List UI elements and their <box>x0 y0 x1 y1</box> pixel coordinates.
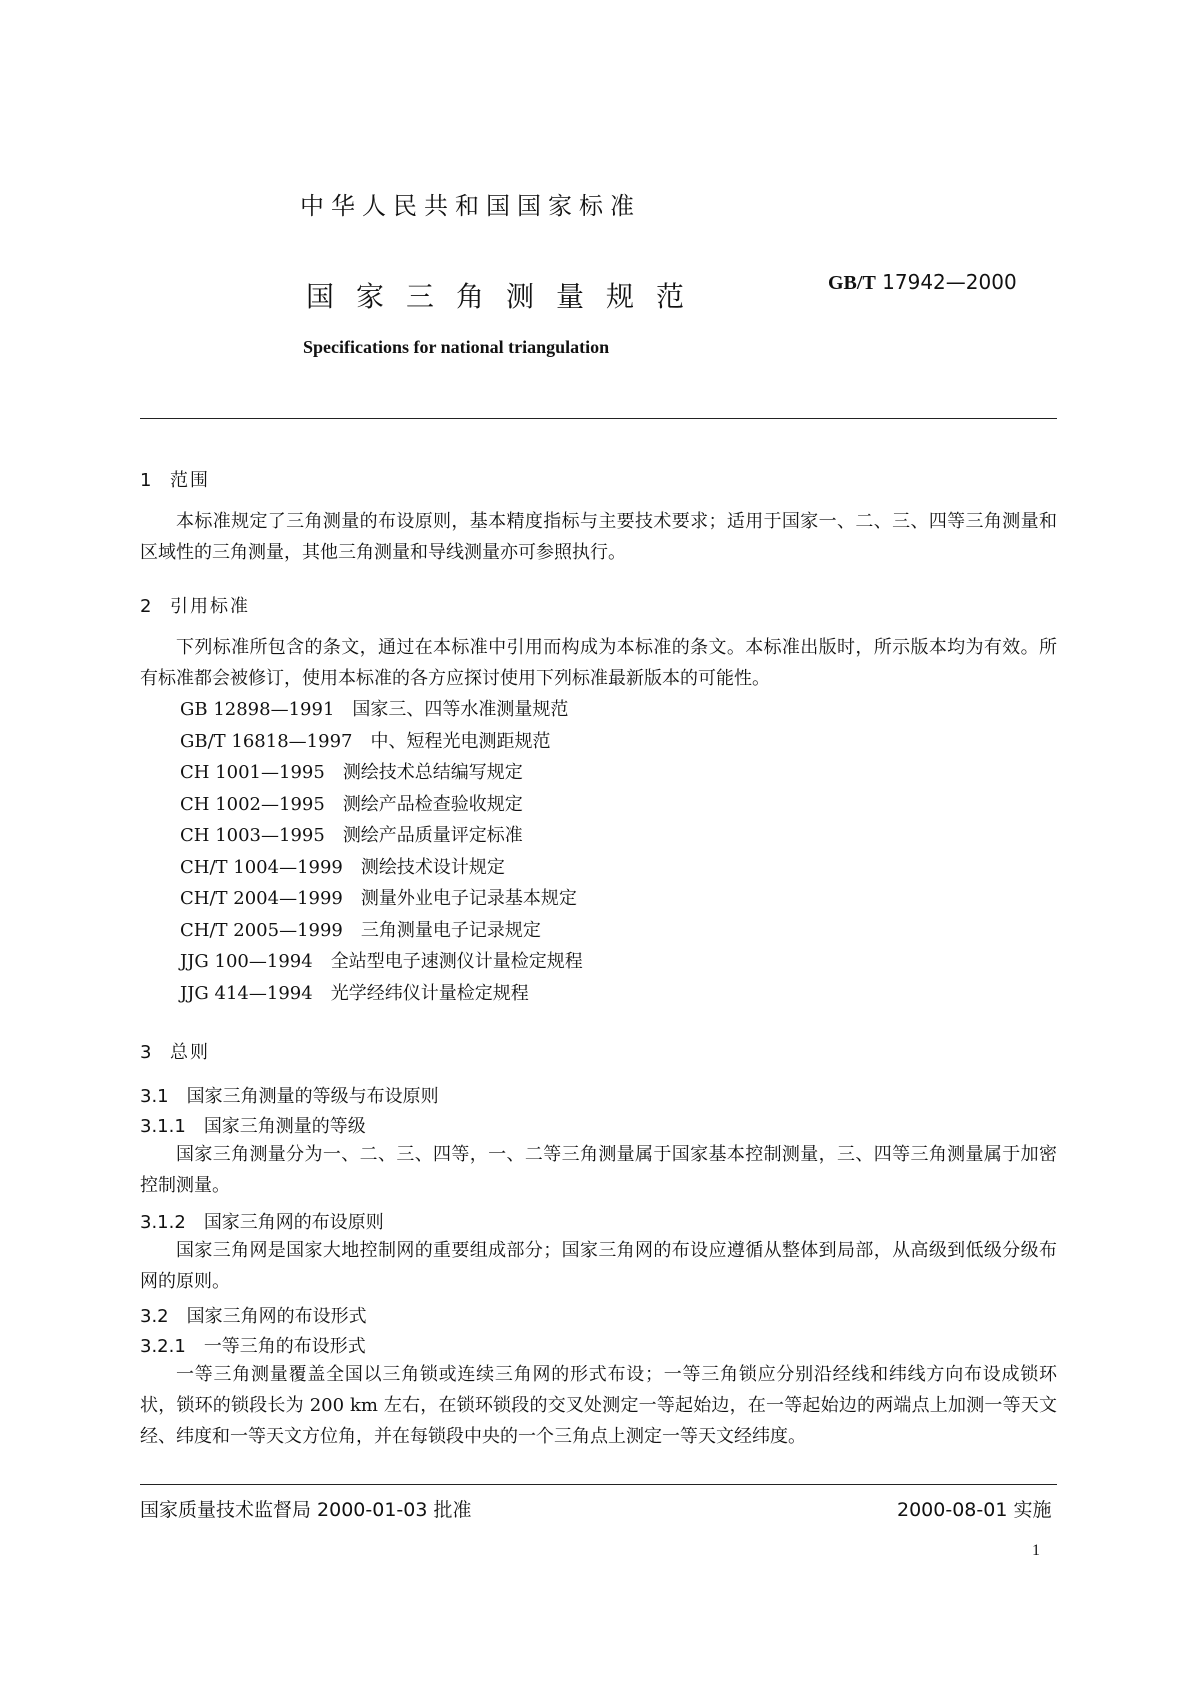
reference-code: JJG 414—1994 <box>180 982 313 1004</box>
standard-type-heading: 中华人民共和国国家标准 <box>300 192 641 220</box>
standard-code-prefix: GB/T <box>828 272 876 294</box>
section-title: 总则 <box>170 1042 210 1063</box>
subsection-title: 国家三角测量的等级 <box>203 1116 366 1137</box>
subsection-number: 3.2 <box>140 1306 169 1327</box>
section-1-heading <box>140 466 210 492</box>
reference-code: CH 1002—1995 <box>180 793 325 815</box>
subsection-title: 一等三角的布设形式 <box>203 1336 366 1357</box>
reference-item <box>180 946 583 978</box>
section-number: 3 <box>140 1042 152 1063</box>
reference-code: GB/T 16818—1997 <box>180 730 353 752</box>
subsection-title: 国家三角网的布设形式 <box>186 1306 367 1327</box>
reference-item <box>180 694 583 726</box>
subsection-title: 国家三角网的布设原则 <box>203 1212 384 1233</box>
section-2-heading <box>140 592 250 618</box>
subsection-number: 3.1 <box>140 1086 169 1107</box>
reference-item <box>180 915 583 947</box>
reference-item <box>180 757 583 789</box>
reference-item <box>180 852 583 884</box>
subsection-title: 国家三角测量的等级与布设原则 <box>186 1086 439 1107</box>
subsection-3-1-heading <box>140 1082 439 1108</box>
reference-item <box>180 820 583 852</box>
reference-title: 测绘技术设计规定 <box>360 856 505 878</box>
header-divider <box>140 418 1057 419</box>
subsection-3-1-2-paragraph: 国家三角网是国家大地控制网的重要组成部分；国家三角网的布设应遵循从整体到局部，从高级到低级分级布网的原则。 <box>140 1240 1057 1292</box>
section-title: 范围 <box>170 470 210 491</box>
english-title: Specifications for national triangulation <box>303 337 610 357</box>
section-1-paragraph: 本标准规定了三角测量的布设原则，基本精度指标与主要技术要求；适用于国家一、二、三、四等三角测量和区域性的三角测量，其他三角测量和导线测量亦可参照执行。 <box>140 511 1057 563</box>
reference-item <box>180 789 583 821</box>
reference-title: 测绘产品检查验收规定 <box>342 793 523 815</box>
document-title: 国家三角测量规范 <box>306 280 707 313</box>
reference-code: CH/T 2004—1999 <box>180 888 343 909</box>
subsection-3-1-1-paragraph: 国家三角测量分为一、二、三、四等，一、二等三角测量属于国家基本控制测量，三、四等三角测量属于加密控制测量。 <box>140 1144 1057 1196</box>
subsection-3-2-1-heading <box>140 1332 366 1358</box>
reference-code: CH 1001—1995 <box>180 762 325 783</box>
reference-code: JJG 100—1994 <box>180 951 313 972</box>
reference-title: 国家三、四等水准测量规范 <box>352 699 569 720</box>
subsection-number: 3.1.1 <box>140 1116 186 1137</box>
reference-title: 三角测量电子记录规定 <box>360 919 541 941</box>
footer-divider <box>140 1484 1057 1485</box>
subsection-3-1-1-heading <box>140 1112 366 1138</box>
subsection-number: 3.1.2 <box>140 1212 186 1233</box>
section-number: 2 <box>140 596 152 617</box>
standard-code-number: 17942—2000 <box>882 270 1017 294</box>
section-title: 引用标准 <box>170 596 250 617</box>
subsection-number: 3.2.1 <box>140 1336 186 1357</box>
reference-item <box>180 978 583 1010</box>
subsection-3-2-1-paragraph: 一等三角测量覆盖全国以三角锁或连续三角网的形式布设；一等三角锁应分别沿经线和纬线方向布设成锁环状，锁环的锁段长为 200 km 左右，在锁环锁段的交叉处测定一等起始边，在一等起始边的两端点上加测一等天文经、纬度和一等天文方位角，并在每锁段中央的一个三角点上测定一等天文经纬度。 <box>140 1364 1057 1447</box>
reference-title: 测绘产品质量评定标准 <box>342 825 523 846</box>
normative-references-list <box>180 694 583 1009</box>
section-3-heading <box>140 1038 210 1064</box>
reference-code: GB 12898—1991 <box>180 699 335 720</box>
reference-code: CH/T 2005—1999 <box>180 919 343 941</box>
reference-code: CH 1003—1995 <box>180 825 325 846</box>
subsection-3-1-2-heading <box>140 1208 384 1234</box>
reference-title: 测绘技术总结编写规定 <box>342 762 523 783</box>
reference-item <box>180 726 583 758</box>
approval-line: 国家质量技术监督局 2000-01-03 批准 <box>140 1499 472 1521</box>
reference-title: 中、短程光电测距规范 <box>370 730 551 752</box>
reference-item <box>180 883 583 915</box>
page-number: 1 <box>1032 1542 1040 1559</box>
section-number: 1 <box>140 470 152 491</box>
section-2-paragraph: 下列标准所包含的条文，通过在本标准中引用而构成为本标准的条文。本标准出版时，所示版本均为有效。所有标准都会被修订，使用本标准的各方应探讨使用下列标准最新版本的可能性。 <box>140 637 1057 689</box>
subsection-3-2-heading <box>140 1302 367 1328</box>
reference-title: 光学经纬仪计量检定规程 <box>330 982 529 1004</box>
standard-code <box>828 270 1017 295</box>
reference-title: 全站型电子速测仪计量检定规程 <box>330 951 583 972</box>
reference-code: CH/T 1004—1999 <box>180 856 343 878</box>
reference-title: 测量外业电子记录基本规定 <box>360 888 577 909</box>
implementation-date: 2000-08-01 实施 <box>897 1499 1052 1521</box>
